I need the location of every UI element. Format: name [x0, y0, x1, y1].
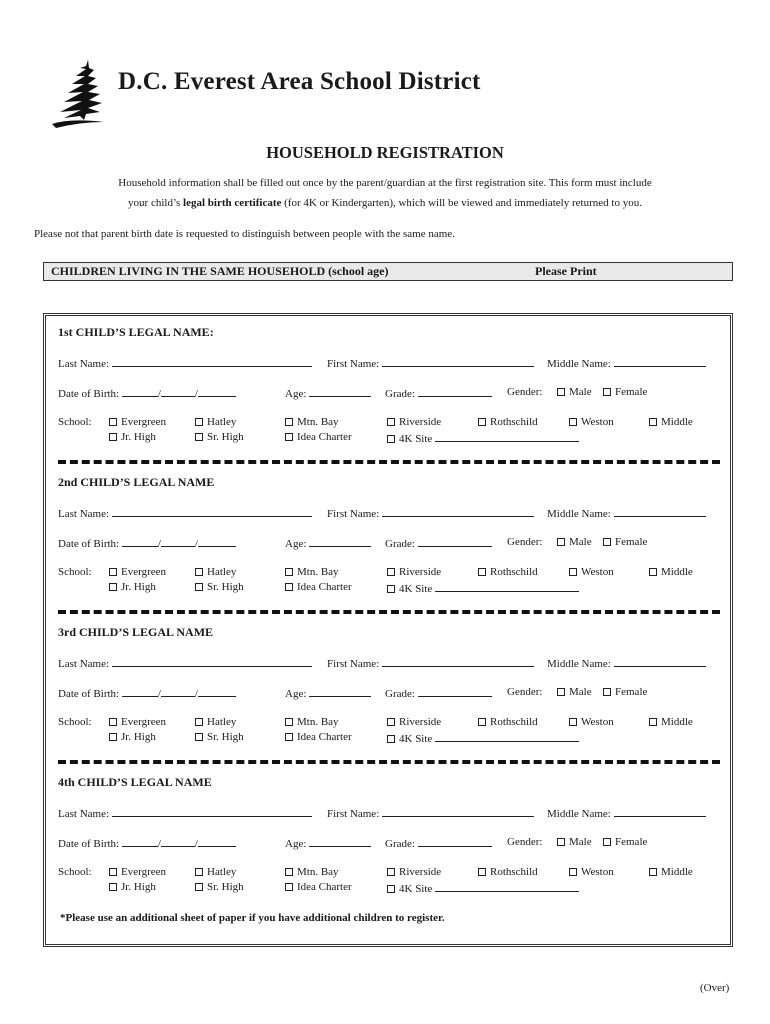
age-field[interactable] [285, 836, 371, 850]
dob-label: Date of Birth: [58, 688, 120, 700]
school-option-label: Evergreen [121, 716, 166, 728]
school-4k-site-checkbox[interactable] [387, 581, 579, 595]
school-option-label: Rothschild [490, 566, 538, 578]
school-idea-charter-checkbox[interactable] [285, 731, 352, 743]
female-label: Female [615, 386, 648, 398]
checkbox-icon [649, 568, 657, 576]
school-option-label: 4K Site [399, 583, 433, 595]
checkbox-icon [478, 718, 486, 726]
form-title: HOUSEHOLD REGISTRATION [266, 143, 504, 162]
school-hatley-checkbox[interactable] [195, 866, 236, 878]
checkbox-icon [387, 868, 395, 876]
female-checkbox[interactable] [603, 536, 647, 548]
male-label: Male [569, 536, 592, 548]
middle-name-label: Middle Name: [547, 808, 611, 820]
checkbox-icon [109, 568, 117, 576]
school-weston-checkbox[interactable] [569, 566, 614, 578]
female-checkbox[interactable] [603, 836, 647, 848]
checkbox-icon [285, 718, 293, 726]
checkbox-icon [557, 688, 565, 696]
dob-separator: / [157, 538, 161, 550]
first-name-label: First Name: [327, 508, 380, 520]
school-sr-high-checkbox[interactable] [195, 431, 244, 443]
middle-name-field[interactable] [547, 806, 706, 820]
school-label: School: [58, 716, 92, 728]
school-middle-checkbox[interactable] [649, 866, 693, 878]
school-mtn-bay-checkbox[interactable] [285, 416, 339, 428]
checkbox-icon [649, 418, 657, 426]
first-name-label: First Name: [327, 658, 380, 670]
school-option-label: Rothschild [490, 866, 538, 878]
school-evergreen-checkbox[interactable] [109, 866, 166, 878]
school-option-label: Evergreen [121, 866, 166, 878]
middle-name-label: Middle Name: [547, 658, 611, 670]
school-jr-high-checkbox[interactable] [109, 731, 156, 743]
age-field[interactable] [285, 686, 371, 700]
school-jr-high-checkbox[interactable] [109, 581, 156, 593]
school-option-label: Sr. High [207, 431, 244, 443]
parent-dob-note: Please not that parent birth date is requested to distinguish between people with the same name. [34, 228, 455, 240]
school-option-label: Jr. High [121, 731, 156, 743]
school-riverside-checkbox[interactable] [387, 716, 441, 728]
checkbox-icon [387, 718, 395, 726]
checkbox-icon [557, 538, 565, 546]
divider [58, 610, 720, 614]
checkbox-icon [478, 868, 486, 876]
checkbox-icon [649, 868, 657, 876]
checkbox-icon [387, 885, 395, 893]
school-option-label: Middle [661, 866, 693, 878]
age-field[interactable] [285, 536, 371, 550]
checkbox-icon [109, 868, 117, 876]
school-idea-charter-checkbox[interactable] [285, 581, 352, 593]
school-option-label: Mtn. Bay [297, 416, 339, 428]
dob-separator: / [194, 838, 198, 850]
birth-certificate-emphasis: legal birth certificate [183, 197, 282, 209]
checkbox-icon [387, 585, 395, 593]
gender-label: Gender: [507, 686, 543, 698]
school-option-label: Sr. High [207, 881, 244, 893]
age-label: Age: [285, 688, 307, 700]
school-middle-checkbox[interactable] [649, 416, 693, 428]
checkbox-icon [109, 733, 117, 741]
checkbox-icon [478, 568, 486, 576]
male-checkbox[interactable] [557, 836, 592, 848]
male-checkbox[interactable] [557, 386, 592, 398]
school-mtn-bay-checkbox[interactable] [285, 716, 339, 728]
section-header [43, 262, 733, 281]
gender-label: Gender: [507, 536, 543, 548]
school-option-label: Middle [661, 716, 693, 728]
grade-field[interactable] [385, 836, 492, 850]
section-title: CHILDREN LIVING IN THE SAME HOUSEHOLD (school age) [51, 264, 389, 278]
checkbox-icon [285, 868, 293, 876]
school-middle-checkbox[interactable] [649, 566, 693, 578]
male-label: Male [569, 386, 592, 398]
school-hatley-checkbox[interactable] [195, 716, 236, 728]
female-checkbox[interactable] [603, 386, 647, 398]
school-evergreen-checkbox[interactable] [109, 716, 166, 728]
female-checkbox[interactable] [603, 686, 647, 698]
middle-name-label: Middle Name: [547, 508, 611, 520]
school-weston-checkbox[interactable] [569, 866, 614, 878]
dob-separator: / [194, 538, 198, 550]
date-of-birth-field[interactable] [58, 836, 236, 850]
dob-separator: / [194, 388, 198, 400]
school-weston-checkbox[interactable] [569, 716, 614, 728]
school-option-label: 4K Site [399, 433, 433, 445]
dob-separator: / [157, 838, 161, 850]
school-option-label: Jr. High [121, 431, 156, 443]
school-option-label: Hatley [207, 416, 237, 428]
age-label: Age: [285, 388, 307, 400]
child-entry [0, 615, 770, 765]
school-option-label: Weston [581, 866, 614, 878]
school-hatley-checkbox[interactable] [195, 416, 236, 428]
school-option-label: Riverside [399, 716, 442, 728]
dob-label: Date of Birth: [58, 388, 120, 400]
checkbox-icon [285, 433, 293, 441]
school-option-label: Mtn. Bay [297, 866, 339, 878]
checkbox-icon [109, 433, 117, 441]
last-name-label: Last Name: [58, 808, 110, 820]
gender-label: Gender: [507, 836, 543, 848]
male-checkbox[interactable] [557, 686, 592, 698]
age-label: Age: [285, 538, 307, 550]
checkbox-icon [478, 418, 486, 426]
school-option-label: Jr. High [121, 581, 156, 593]
grade-field[interactable] [385, 686, 492, 700]
child-title: 3rd CHILD’S LEGAL NAME [58, 625, 214, 639]
school-option-label: 4K Site [399, 733, 433, 745]
school-4k-site-checkbox[interactable] [387, 881, 579, 895]
pine-tree-icon [50, 56, 106, 128]
intro-text: your child’s [128, 197, 184, 209]
school-idea-charter-checkbox[interactable] [285, 431, 352, 443]
school-option-label: Rothschild [490, 716, 538, 728]
checkbox-icon [387, 435, 395, 443]
school-option-label: Riverside [399, 566, 442, 578]
child-title: 4th CHILD’S LEGAL NAME [58, 775, 212, 789]
first-name-field[interactable] [327, 806, 534, 820]
school-sr-high-checkbox[interactable] [195, 731, 244, 743]
school-rothschild-checkbox[interactable] [478, 716, 538, 728]
school-option-label: Jr. High [121, 881, 156, 893]
checkbox-icon [569, 568, 577, 576]
female-label: Female [615, 536, 648, 548]
school-option-label: Middle [661, 416, 693, 428]
checkbox-icon [285, 568, 293, 576]
checkbox-icon [109, 583, 117, 591]
male-checkbox[interactable] [557, 536, 592, 548]
school-option-label: Hatley [207, 866, 237, 878]
checkbox-icon [195, 883, 203, 891]
dob-separator: / [157, 388, 161, 400]
school-hatley-checkbox[interactable] [195, 566, 236, 578]
checkbox-icon [195, 418, 203, 426]
dob-separator: / [157, 688, 161, 700]
checkbox-icon [285, 733, 293, 741]
first-name-field[interactable] [327, 356, 534, 370]
male-label: Male [569, 686, 592, 698]
school-jr-high-checkbox[interactable] [109, 431, 156, 443]
female-label: Female [615, 836, 648, 848]
middle-name-label: Middle Name: [547, 358, 611, 370]
school-4k-site-checkbox[interactable] [387, 731, 579, 745]
school-option-label: Weston [581, 566, 614, 578]
divider [58, 460, 720, 464]
checkbox-icon [569, 868, 577, 876]
additional-sheet-note: *Please use an additional sheet of paper if you have additional children to register. [60, 912, 445, 924]
last-name-field[interactable] [58, 656, 312, 670]
child-entry [0, 465, 770, 615]
date-of-birth-field[interactable] [58, 686, 236, 700]
school-riverside-checkbox[interactable] [387, 416, 441, 428]
checkbox-icon [285, 583, 293, 591]
divider [58, 760, 720, 764]
dob-separator: / [194, 688, 198, 700]
checkbox-icon [569, 418, 577, 426]
checkbox-icon [603, 388, 611, 396]
school-rothschild-checkbox[interactable] [478, 566, 538, 578]
middle-name-field[interactable] [547, 356, 706, 370]
intro-text: (for 4K or Kindergarten), which will be viewed and immediately returned to you. [281, 197, 642, 209]
intro-line-2 [0, 197, 770, 209]
middle-name-field[interactable] [547, 656, 706, 670]
dob-label: Date of Birth: [58, 838, 120, 850]
school-option-label: Weston [581, 416, 614, 428]
school-option-label: Sr. High [207, 581, 244, 593]
checkbox-icon [603, 688, 611, 696]
dob-label: Date of Birth: [58, 538, 120, 550]
school-riverside-checkbox[interactable] [387, 866, 441, 878]
school-mtn-bay-checkbox[interactable] [285, 566, 339, 578]
school-label: School: [58, 866, 92, 878]
school-option-label: Evergreen [121, 566, 166, 578]
school-rothschild-checkbox[interactable] [478, 416, 538, 428]
checkbox-icon [557, 388, 565, 396]
school-option-label: Idea Charter [297, 731, 352, 743]
school-rothschild-checkbox[interactable] [478, 866, 538, 878]
female-label: Female [615, 686, 648, 698]
first-name-label: First Name: [327, 358, 380, 370]
checkbox-icon [109, 718, 117, 726]
checkbox-icon [195, 433, 203, 441]
child-entry [0, 765, 770, 915]
school-mtn-bay-checkbox[interactable] [285, 866, 339, 878]
school-option-label: Mtn. Bay [297, 716, 339, 728]
last-name-field[interactable] [58, 806, 312, 820]
checkbox-icon [195, 868, 203, 876]
grade-field[interactable] [385, 386, 492, 400]
age-label: Age: [285, 838, 307, 850]
checkbox-icon [569, 718, 577, 726]
school-option-label: Idea Charter [297, 431, 352, 443]
school-option-label: Rothschild [490, 416, 538, 428]
grade-label: Grade: [385, 838, 415, 850]
grade-label: Grade: [385, 388, 415, 400]
school-option-label: Weston [581, 716, 614, 728]
child-title: 1st CHILD’S LEGAL NAME: [58, 325, 214, 339]
school-evergreen-checkbox[interactable] [109, 566, 166, 578]
checkbox-icon [285, 883, 293, 891]
checkbox-icon [195, 583, 203, 591]
checkbox-icon [109, 418, 117, 426]
checkbox-icon [603, 838, 611, 846]
school-option-label: Middle [661, 566, 693, 578]
last-name-field[interactable] [58, 356, 312, 370]
school-idea-charter-checkbox[interactable] [285, 881, 352, 893]
school-4k-site-checkbox[interactable] [387, 431, 579, 445]
school-sr-high-checkbox[interactable] [195, 581, 244, 593]
school-label: School: [58, 566, 92, 578]
school-evergreen-checkbox[interactable] [109, 416, 166, 428]
school-option-label: Riverside [399, 866, 442, 878]
school-option-label: Idea Charter [297, 881, 352, 893]
school-option-label: Hatley [207, 566, 237, 578]
checkbox-icon [603, 538, 611, 546]
gender-label: Gender: [507, 386, 543, 398]
school-option-label: Mtn. Bay [297, 566, 339, 578]
district-title: D.C. Everest Area School District [118, 68, 481, 95]
school-option-label: 4K Site [399, 883, 433, 895]
please-print-label: Please Print [535, 264, 597, 278]
middle-name-field[interactable] [547, 506, 706, 520]
checkbox-icon [649, 718, 657, 726]
checkbox-icon [387, 735, 395, 743]
grade-field[interactable] [385, 536, 492, 550]
checkbox-icon [195, 568, 203, 576]
school-label: School: [58, 416, 92, 428]
checkbox-icon [195, 733, 203, 741]
checkbox-icon [109, 883, 117, 891]
first-name-field[interactable] [327, 506, 534, 520]
over-label: (Over) [700, 982, 730, 994]
last-name-label: Last Name: [58, 658, 110, 670]
child-title: 2nd CHILD’S LEGAL NAME [58, 475, 215, 489]
date-of-birth-field[interactable] [58, 386, 236, 400]
grade-label: Grade: [385, 688, 415, 700]
male-label: Male [569, 836, 592, 848]
school-jr-high-checkbox[interactable] [109, 881, 156, 893]
date-of-birth-field[interactable] [58, 536, 236, 550]
last-name-label: Last Name: [58, 508, 110, 520]
last-name-label: Last Name: [58, 358, 110, 370]
first-name-field[interactable] [327, 656, 534, 670]
last-name-field[interactable] [58, 506, 312, 520]
age-field[interactable] [285, 386, 371, 400]
school-option-label: Sr. High [207, 731, 244, 743]
checkbox-icon [557, 838, 565, 846]
school-option-label: Evergreen [121, 416, 166, 428]
school-option-label: Idea Charter [297, 581, 352, 593]
school-middle-checkbox[interactable] [649, 716, 693, 728]
child-entry [0, 315, 770, 465]
school-weston-checkbox[interactable] [569, 416, 614, 428]
checkbox-icon [195, 718, 203, 726]
first-name-label: First Name: [327, 808, 380, 820]
school-option-label: Riverside [399, 416, 442, 428]
school-riverside-checkbox[interactable] [387, 566, 441, 578]
grade-label: Grade: [385, 538, 415, 550]
checkbox-icon [387, 418, 395, 426]
school-sr-high-checkbox[interactable] [195, 881, 244, 893]
school-option-label: Hatley [207, 716, 237, 728]
checkbox-icon [285, 418, 293, 426]
checkbox-icon [387, 568, 395, 576]
intro-line-1: Household information shall be filled out once by the parent/guardian at the first registration site. This form must include [118, 177, 652, 189]
